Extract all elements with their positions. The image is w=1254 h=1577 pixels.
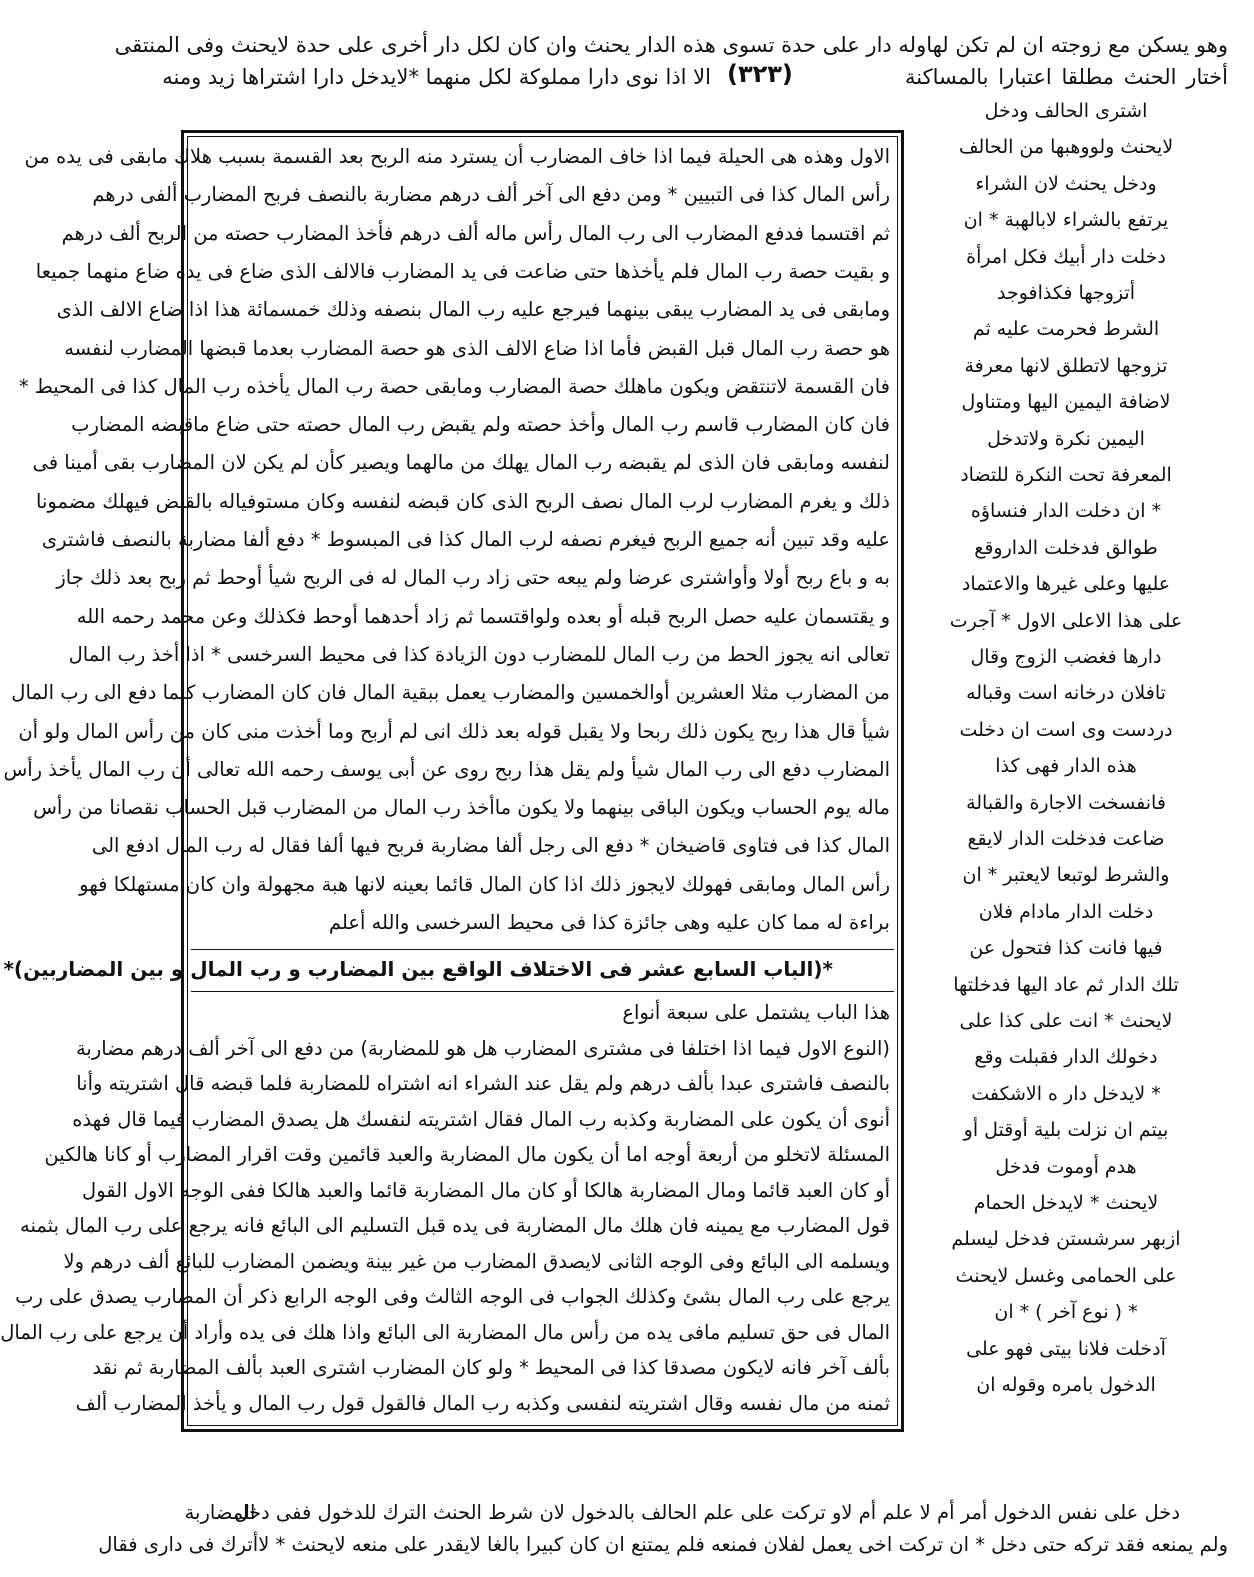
- lower-text-line: قول المضارب مع يمينه فان هلك مال المضاربة فى يده قبل التسليم الى البائع فانه يرجع على رب المال بثمنه: [20, 1214, 890, 1237]
- margin-line: هذه الدار فهى كذا: [995, 755, 1137, 778]
- margin-line: فانفسخت الاجارة والقبالة: [966, 791, 1166, 814]
- margin-line: تلك الدار ثم عاد اليها فدخلتها: [953, 973, 1179, 996]
- margin-line: على هذا الاعلى الاول * آجرت: [949, 609, 1183, 632]
- margin-line: على الحمامى وغسل لايحنث: [955, 1264, 1177, 1287]
- main-text-line: شيأ قال هذا ربح يكون ذلك ربحا ولا يقبل قوله بعد ذلك انى لم أربح وما أخذت منى كان من رأس المال ولو أن: [18, 719, 890, 743]
- header-line-2-left: الا اذا نوى دارا مملوكة لكل منهما *لايدخل دارا اشتراها زيد ومنه: [162, 65, 711, 89]
- footer-line-2: ولم يمنعه فقد تركه حتى دخل * ان تركت اخى يعمل لفلان فمنعه فلم يمتنع ان كان كبيرا بالغا لايقدر على منعه لايحنث * لاأترك فى دارى فقال: [98, 1533, 1228, 1556]
- main-text-line: ذلك و يغرم المضارب لرب المال نصف الربح الذى كان قبضه لنفسه وكان مستوفياله بالقبض فيهلك مضمونا: [36, 489, 890, 513]
- footer-line-1: دخل على نفس الدخول أمر أم لا علم أم لاو تركت على علم الحالف بالدخول لان شرط الحنث الترك للدخول ففى دخل: [234, 1501, 1180, 1524]
- margin-line: دخولك الدار فقبلت وقع: [974, 1046, 1158, 1069]
- margin-line: دخلت دار أبيك فكل امرأة: [966, 245, 1166, 268]
- margin-line: طوالق فدخلت الداروقع: [974, 536, 1158, 559]
- margin-line: ودخل يحنث لان الشراء: [975, 172, 1157, 195]
- main-text-line: ماله يوم الحساب ويكون الباقى بينهما ولا يكون ماأخذ رب المال من المضارب قبل الحساب نقصانا من رأس: [33, 796, 890, 820]
- margin-line: لايحنث * انت على كذا على: [959, 1010, 1173, 1032]
- main-text-line: المضارب دفع الى رب المال شيأ ولم يقل هذا ربح روى عن أبى يوسف رحمه الله تعالى أن رب المال يأخذ رأس: [3, 757, 890, 781]
- lower-text-line: هذا الباب يشتمل على سبعة أنواع: [622, 1001, 890, 1024]
- main-text-line: رأس المال ومابقى فهولك لايجوز ذلك اذا كان المال قائما بعينه لانها هبة مجهولة وان كان مستهلكا فهو: [79, 872, 890, 896]
- lower-text-line: (النوع الاول فيما اذا اختلفا فى مشترى المضارب هل هو للمضاربة) من دفع الى آخر ألف درهم مضاربة: [75, 1036, 890, 1060]
- lower-text-line: المال فى حق تسليم مافى يده من رأس مال المضاربة الى البائع واذا هلك فى يده وأراد أن يرجع على رب المال: [0, 1320, 890, 1344]
- main-text-line: ثم اقتسما فدفع المضارب الى رب المال رأس ماله ألف درهم فأخذ المضارب حصته من الربح ألف درهم: [61, 221, 890, 245]
- margin-line: تزوجها لاتطلق لانها معرفة: [964, 354, 1168, 377]
- main-text-line: و يقتسمان عليه حصل الربح قبله أو بعده ولواقتسما ثم زاد أحدهما أوحط فكذلك وعن محمد رحمه الله: [76, 604, 890, 628]
- margin-line: تافلان درخانه است وقباله: [966, 682, 1166, 705]
- main-text-line: رأس المال كذا فى التبيين * ومن دفع الى آخر ألف درهم مضاربة بالنصف فربح المضارب ألفى درهم: [92, 183, 890, 207]
- margin-line: بيتم ان نزلت بلية أوقتل أو: [963, 1119, 1169, 1142]
- margin-line: يرتفع بالشراء لابالهبة * ان: [963, 209, 1169, 232]
- main-text-line: ومابقى فى يد المضارب يبقى بينهما فيرجع عليه رب المال بنصفه وذلك خمسمائة هذا اذا ضاع الالف الذى: [56, 298, 890, 322]
- page-number: (٣٢٣): [727, 60, 793, 88]
- margin-line: الشرط فحرمت عليه ثم: [972, 318, 1160, 341]
- chapter-rule-bottom: [191, 991, 894, 992]
- margin-line: عليها وعلى غيرها والاعتماد: [961, 573, 1171, 596]
- margin-line: لايحنث ولووهبها من الحالف: [958, 136, 1174, 159]
- main-text-line: هو حصة رب المال قبل القبض فأما اذا ضاع الالف الذى هو حصة المضارب بعدما قبضها المضارب لنفسه: [64, 336, 890, 360]
- margin-line: لايحنث * لايدخل الحمام: [973, 1192, 1159, 1214]
- lower-text-line: ويسلمه الى البائع وفى الوجه الثانى لايصدق المضارب من غير بينة ويضمن المضارب للبائع ألف درهم ولا: [63, 1249, 890, 1273]
- main-text-line: فان كان المضارب قاسم رب المال وأخذ حصته ولم يقبض رب المال حصته حتى ضاع ماقبضه المضارب: [71, 413, 890, 437]
- lower-text-line: المسئلة لاتخلو من أربعة أوجه اما أن يكون مال المضاربة والعبد قائمين وقت اقرار المضارب أو كانا هالكين: [44, 1143, 890, 1166]
- main-text-line: و بقيت حصة رب المال فلم يأخذها حتى ضاعت فى يد المضارب فالالف الذى ضاع فى يده ضاع منهما جميعا: [35, 259, 890, 283]
- main-text-line: فان القسمة لاتنتقض ويكون ماهلك حصة المضارب ومابقى حصة رب المال يأخذه رب المال كذا فى المحيط *: [18, 374, 890, 398]
- margin-line: لاضافة اليمين اليها ومتناول: [961, 391, 1171, 414]
- main-text-line: لنفسه ومابقى فان الذى لم يقبضه رب المال يهلك من مالهما ويصير كأن لم يكن لان المضارب بقى أمينا فى: [32, 451, 890, 475]
- margin-line: دارها فغضب الزوج وقال: [970, 646, 1162, 668]
- margin-line: دخلت الدار مادام فلان: [978, 900, 1154, 923]
- main-text-line: من المضارب مثلا العشرين أوالخمسين والمضارب يعمل ببقية المال فان كان المضارب كلما دفع الى رب المال: [11, 681, 890, 705]
- lower-text-line: ثمنه من مال نفسه وقال اشتريته لنفسى وكذبه رب المال فالقول قول رب المال و يأخذ المضارب ألف: [75, 1391, 890, 1415]
- chapter-title: *(الباب السابع عشر فى الاختلاف الواقع بين المضارب و رب المال و بين المضاربين)*: [3, 957, 833, 981]
- main-text-line: به و باع ربح أولا وأواشترى عرضا ولم يبعه حتى زاد رب المال له فى الربح شيأ أوحط ثم ربح بعد ذلك جاز: [56, 566, 890, 590]
- margin-line: اليمين نكرة ولاتدخل: [987, 427, 1145, 450]
- main-text-line: تعالى انه يجوز الحط من رب المال للمضارب دون الزيادة كذا فى محيط السرخسى * اذا أخذ رب المال: [68, 642, 890, 666]
- margin-line: الدخول بامره وقوله ان: [976, 1374, 1156, 1396]
- lower-text-line: بالنصف فاشترى عبدا بألف درهم ولم يقل عند الشراء انه اشتراه للمضاربة فلما قبضه قال اشتريته وأنا: [76, 1072, 890, 1095]
- margin-line: اشترى الحالف ودخل: [984, 100, 1148, 122]
- header-line-2-right: أختار الحنث مطلقا اعتبارا بالمساكنة: [905, 65, 1228, 89]
- margin-line: فيها فانت كذا فتحول عن: [969, 937, 1163, 960]
- lower-text-line: بألف آخر فانه لايكون مصدقا كذا فى المحيط * ولو كان المضارب اشترى العبد بألف المضاربة ثم نقد: [92, 1356, 890, 1379]
- margin-line: دردست وى است ان دخلت: [959, 718, 1173, 741]
- header-line-1: وهو يسكن مع زوجته ان لم تكن لهاوله دار على حدة تسوى هذه الدار يحنث وان كان لكل دار أخرى على حدة لايحنث وفى المنتقى: [114, 33, 1228, 57]
- margin-line: ضاعت فدخلت الدار لايقع: [967, 828, 1165, 850]
- main-text-line: عليه وقد تبين أنه جميع الربح فيغرم نصفه لرب المال كذا فى المبسوط * دفع ألفا مضاربة بالنصف فاشترى: [41, 528, 890, 551]
- margin-line: * ان دخلت الدار فنساؤه: [970, 500, 1162, 523]
- lower-text-line: يرجع على رب المال بشئ وكذلك الجواب فى الوجه الثالث وفى الوجه الرابع ذكر أن المضارب يصدق على رب: [15, 1285, 890, 1308]
- margin-line: ازبهر سرشستن فدخل ليسلم: [951, 1228, 1181, 1251]
- margin-line: * ( نوع آخر ) * ان: [994, 1301, 1138, 1324]
- main-text-line: المال كذا فى فتاوى قاضيخان * دفع الى رجل ألفا مضاربة فربح فيها ألفا فقال له رب المال ادفع الى: [91, 834, 890, 858]
- main-text-line: الاول وهذه هى الحيلة فيما اذا خاف المضارب أن يسترد منه الربح بعد القسمة بسبب هلاك مابقى فى يده من: [24, 145, 890, 168]
- main-text-line: براءة له مما كان عليه وهى جائزة كذا فى محيط السرخسى والله أعلم: [328, 911, 890, 934]
- margin-line: * لايدخل دار ه الاشكفت: [971, 1082, 1161, 1105]
- lower-text-line: أو كان العبد قائما ومال المضاربة هالكا أو كان مال المضاربة قائما والعبد هالكا ففى الوجه الاول القول: [82, 1178, 890, 1202]
- footer-line-1-word: المضاربة: [184, 1501, 256, 1524]
- margin-line: المعرفة تحت النكرة للتضاد: [960, 464, 1172, 486]
- chapter-rule-top: [191, 949, 894, 950]
- margin-line: هدم أوموت فدخل: [995, 1155, 1137, 1178]
- margin-line: والشرط لوتبعا لايعتبر * ان: [962, 864, 1170, 887]
- lower-text-line: أنوى أن يكون على المضاربة وكذبه رب المال فقال اشتريته لنفسك هل يصدق المضارب فيما قال فهذه: [72, 1107, 890, 1131]
- margin-line: آدخلت فلانا بيتى فهو على: [966, 1337, 1166, 1360]
- margin-line: أتزوجها فكذافوجد: [996, 282, 1135, 304]
